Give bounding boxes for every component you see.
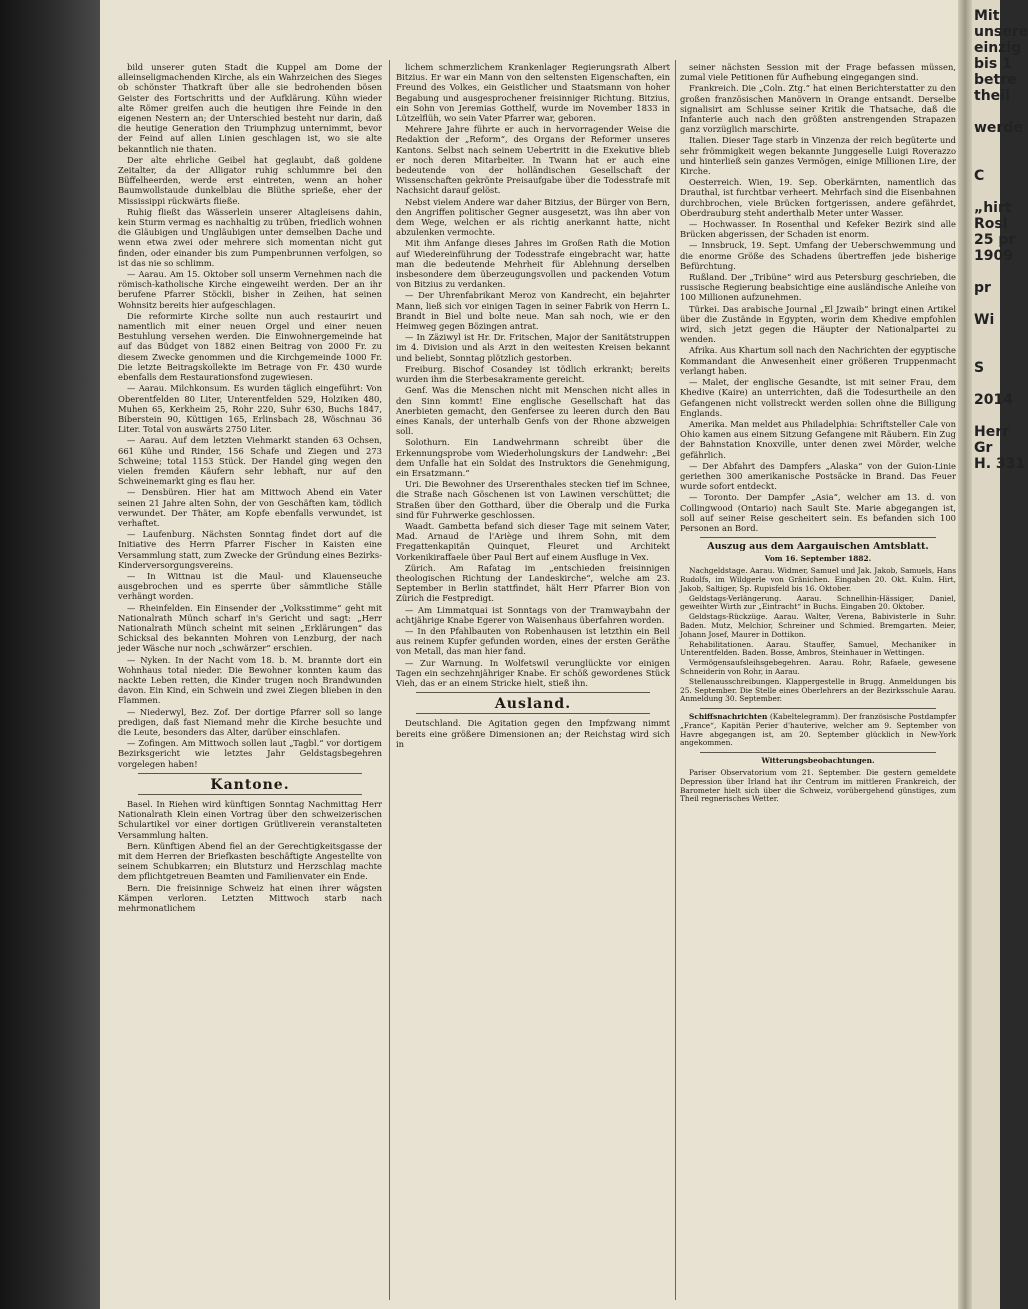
article-paragraph: — Am Limmatquai ist Sonntags von der Tramwaybahn der achtjährige Knabe Egerer von Waisenhaus überfahren worden. [396,604,670,625]
article-paragraph: Deutschland. Die Agitation gegen den Impfzwang nimmt bereits eine größere Dimensionen an; der Reichstag wird sich in [396,718,670,749]
fragment-line: bis 1 [974,56,1012,72]
fragment-text [972,0,1028,472]
amtsblatt-entries [680,567,956,704]
fragment-line: Herr [974,424,1010,440]
article-paragraph: Stellenausschreibungen. Klappergestelle in Brugg. Anmeldungen bis 25. September. Die Stelle eines Oberlehrers an der Bezirksschule Aarau. Anmeldung 30. September. [680,676,956,704]
article-paragraph: Bern. Die freisinnige Schweiz hat einen ihrer wägsten Kämpen verloren. Letzten Mittwoch starb nach mehrmonatlichem [118,882,382,914]
article-paragraph: Solothurn. Ein Landwehrmann schreibt über die Erkennungsprobe vom Wiederholungskurs der Landwehr: „Bei dem Unfalle hat ein Soldat des Instruktors die Genehmigung, ein Ersatzmann.“ [396,437,670,478]
fragment-line: theil [974,88,1010,104]
column-one [118,62,382,1297]
article-paragraph: — In Zäziwyl ist Hr. Dr. Fritschen, Major der Sanitätstruppen im 4. Division und als Arzt in den weitesten Kreisen bekannt und beliebt, Sonntag plötzlich gestorben. [396,332,670,363]
fragment-line: C [974,168,985,184]
divider [700,537,936,538]
witterung-heading: Witterungsbeobachtungen. [761,756,875,766]
fragment-line: werde [974,120,1023,136]
divider [416,713,650,714]
fragment-line [974,104,1000,120]
article-paragraph: — Niederwyl, Bez. Zof. Der dortige Pfarrer soll so lange predigen, daß fast Niemand mehr die Kirche besuchte und die Leute, besonders das Alter, darüber einschlafen. [118,706,382,737]
fragment-line: betre [974,72,1017,88]
article-paragraph: bild unserer guten Stadt die Kuppel am Dome der alleinseligmachenden Kirche, als ein Wahrzeichen des Sieges ob schönster Thatkraft über alle sie bedrohenden bösen Geister des Fortschritts und der Aufklärung. Kühn wieder alte Römer greifen auch die heutigen ihre Feinde in den eigenen Nestern an; der Unterschied besteht nur darin, daß die heutige Generation den Triumphzug unternimmt, bevor der Feind auf allen Linien geschlagen ist, wo sie alte bekanntlich nie thaten. [118,62,382,154]
page-gutter [958,0,972,1309]
fragment-line: 2014 [974,392,1013,408]
article-paragraph: Zürich. Am Rafatag im „entschieden freisinnigen theologischen Richtung der Landeskirche“, welche am 23. September in Berlin stattfindet, hält Herr Pfarrer Bion von Zürich die Festpredigt. [396,562,670,604]
article-paragraph: seiner nächsten Session mit der Frage befassen müssen, zumal viele Petitionen für Aufhebung eingegangen sind. [680,62,956,83]
fragment-line: Mit [974,8,1000,24]
column-one-articles [118,62,382,769]
fragment-line [974,328,1000,344]
article-paragraph: — Rheinfelden. Ein Einsender der „Volksstimme“ geht mit Nationalrath Münch scharf in's Gericht und sagt: „Herr Nationalrath Münch scheint mit seinen „Erklärungen“ das Schicksal des bekannten Mohren von Lenzburg, der nach jeder Wäsche nur noch „schwärzer“ erschien. [118,602,382,654]
fragment-line [974,408,1000,424]
fragment-line: S [974,360,985,376]
divider [416,692,650,693]
article-paragraph: Die reformirte Kirche sollte nun auch restaurirt und namentlich mit einer neuen Orgel und einer neuen Bestuhlung versehen werden. Die Einwohnergemeinde hat auf das Büdget von 1882 einen Beitrag von 2000 Fr. zu diesem Zwecke genommen und die Kirchgemeinde 1000 Fr. Die letzte Beitragskollekte im Betrage von Fr. 430 wurde ebenfalls dem Restaurationsfond zugewiesen. [118,310,382,383]
fragment-line: einzig [974,40,1022,56]
article-paragraph: Waadt. Gambetta befand sich dieser Tage mit seinem Vater, Mad. Arnaud de l'Ariège und ihrem Sohn, mit dem Fregattenkapitän Quinquet, Fleuret und Architekt Vorkenikiraffaele über Paul Bert auf einem Ausfluge in Vex. [396,520,670,562]
fragment-line: Rosl [974,216,1008,232]
article-paragraph: Geldstags-Verlängerung. Aarau. Schnellhin-Hässiger, Daniel, geweihter Wirth zur „Eintracht“ in Buchs. Eingaben 20. Oktober. [680,593,956,612]
divider [700,752,936,753]
column-rule [675,60,676,1300]
amtsblatt-date: Vom 16. September 1882. [764,554,872,564]
schiffs-text: (Kabeltelegramm). Der französische Postdampfer „France“, Kapitän Perier d'hauterive, welcher am 9. September von Havre abgegangen ist, am 20. September glücklich in New-York angekommen. [680,712,956,748]
divider [138,794,362,795]
article-paragraph: Genf. Was die Menschen nicht mit Menschen nicht alles in den Sinn kommt! Eine englische Gesellschaft hat das Anerbieten gemacht, den Genfersee zu leeren durch den Bau eines Kanals, der unterhalb Genfs von der Rhone abzweigen soll. [396,385,670,437]
column-three [680,62,956,1297]
article-paragraph: Geldstags-Rückzüge. Aarau. Walter, Verena, Babivisterle in Suhr. Baden. Mutz, Melchior, Schreiner und Schmied. Bremgarten. Meier, Johann Josef, Maurer in Dottikon. [680,612,956,639]
article-paragraph: — Nyken. In der Nacht vom 18. b. M. brannte dort ein Wohnhaus total nieder. Die Bewohner konnten kaum das nackte Leben retten, die Kinder trugen noch Brandwunden davon. Ein Kind, ein Schwein und zwei Ziegen blieben in den Flammen. [118,654,382,706]
fragment-line [974,344,1000,360]
section-heading-ausland: Ausland. [494,696,572,713]
article-paragraph: Der alte ehrliche Geibel hat geglaubt, daß goldene Zeitalter, da der Alligator ruhig schlummre bei den Büffelheerden, werde erst eintreten, wenn an hoher Baumwollstaude dunkelblau die Blüthe sprieße, eher der Mississippi rückwärts fließe. [118,154,382,206]
schiffs-heading: Schiffsnachrichten [689,712,768,722]
fragment-line: 25 pr [974,232,1016,248]
article-paragraph: Ruhig fließt das Wässerlein unserer Altagleisens dahin, kein Sturm vermag es nachhaltig zu trüben, friedlich wohnen die Gläubigen und Ungläubigen unter demselben Dache und wenn etwa zwei oder mehrere sich momentan nicht gut finden, oder einander bis zum Pumpenbrunnen verfolgen, so ist das nie so schlimm. [118,206,382,268]
article-paragraph: — Hochwasser. In Rosenthal und Kefeker Bezirk sind alle Brücken abgerissen, der Schaden ist enorm. [680,219,956,240]
article-paragraph: Amerika. Man meldet aus Philadelphia: Schriftsteller Cale von Ohio kamen aus einem Sitzung Gefangene mit Räubern. Ein Zug der Bahnstation Knoxville, unter denen zwei Mörder, welche gefährlich. [680,418,956,460]
column-two-articles [396,62,670,688]
article-paragraph: — Der Uhrenfabrikant Meroz von Kandrecht, ein bejahrter Mann, ließ sich vor einigen Tagen in seiner Fabrik von Herrn L. Brandt in Biel und bolte neue. Man sah noch, wie er den Heimweg gegen Bözingen antrat. [396,290,670,332]
article-paragraph: — In den Pfahlbauten von Robenhausen ist letzthin ein Beil aus reinem Kupfer gefunden worden, eines der ersten Geräthe von Metall, das man hier fand. [396,625,670,657]
fragment-line: H. 331 [974,456,1026,472]
amtsblatt-heading: Auszug aus dem Aargauischen Amtsblatt. [707,541,929,553]
article-paragraph: Rehabilitationen. Aarau. Stauffer, Samuel, Mechaniker in Unterentfelden. Baden. Bosse, Ambros, Steinhauer in Wettingen. [680,639,956,658]
article-paragraph: Mit ihm Anfange dieses Jahres im Großen Rath die Motion auf Wiedereinführung der Todesstrafe eingebracht war, hatte man die bedeutende Mehrheit für Ablehnung derselben insbesondere dem überzeugungsvollen und packenden Votum von Bitzius zu verdanken. [396,238,670,290]
fragment-line [974,296,1000,312]
fragment-line: 1909 [974,248,1013,264]
article-paragraph: — Densbüren. Hier hat am Mittwoch Abend ein Vater seinen 21 Jahre alten Sohn, der von Geschäften kam, tödlich verwundet. Der Thäter, am Kopfe ebenfalls verwundet, ist verhaftet. [118,487,382,528]
fragment-line: pr [974,280,991,296]
article-paragraph: Afrika. Aus Khartum soll nach den Nachrichten der egyptische Kommandant die Anwesenheit einer größeren Truppenmacht verlangt haben. [680,345,956,376]
article-paragraph: Uri. Die Bewohner des Urserenthales stecken tief im Schnee, die Straße nach Göschenen ist von Lawinen verschüttet; die Straßen über den Gotthard, über die Oberalp und die Furka sind für Fuhrwerke geschlossen. [396,479,670,520]
article-paragraph: Rußland. Der „Tribüne“ wird aus Petersburg geschrieben, die russische Regierung beabsichtige eine ausländische Anleihe von 100 Millionen aufzunehmen. [680,272,956,303]
article-paragraph: Vermögensaufsleihsgebegehren. Aarau. Rohr, Rafaele, gewesene Schneiderin von Rohr, in Aarau. [680,658,956,676]
article-paragraph: — Innsbruck, 19. Sept. Umfang der Ueberschwemmung und die enorme Größe des Schadens übertreffen jede bisherige Befürchtung. [680,240,956,271]
fragment-line [974,184,1000,200]
article-paragraph: Türkei. Das arabische Journal „El Jzwaib“ bringt einen Artikel über die Zustände in Egypten, worin dem Khedive empfohlen wird, sich jetzt gegen die Häupter der Nationalpartei zu wenden. [680,303,956,345]
article-paragraph: — Der Abfahrt des Dampfers „Alaska“ von der Guion-Linie geriethen 300 amerikanische Postsäcke in Brand. Das Feuer wurde sofort entdeckt. [680,460,956,492]
ausland-articles [396,718,670,749]
witterung-text: Pariser Observatorium vom 21. September. Die gestern gemeldete Depression über Irland hat ihr Centrum im mittleren Frankreich, der Barometer hielt sich über die Schweiz, vorübergehend günstiges, zum Theil regnerisches Wetter. [680,768,956,804]
adjacent-page-fragment [972,0,1028,1309]
article-paragraph: — Laufenburg. Nächsten Sonntag findet dort auf die Initiative des Herrn Pfarrer Fischer in Kaisten eine Versammlung statt, zum Zwecke der Gründung eines Bezirks-Kinderversorgungsvereins. [118,529,382,570]
column-three-articles [680,62,956,533]
article-paragraph: — Malet, der englische Gesandte, ist mit seiner Frau, dem Khedive (Kaire) an unterrichten, daß die Todesurtheile an den Gefangenen nicht vollstreckt werden sollen ohne die Billigung Englands. [680,377,956,418]
section-heading-kantone: Kantone. [210,776,290,793]
fragment-line [974,136,1000,152]
fragment-line [974,376,1000,392]
fragment-line: Wi [974,312,995,328]
article-paragraph: Mehrere Jahre führte er auch in hervorragender Weise die Redaktion der „Reform“, des Organs der Reformer unseres Kantons. Selbst nach seinem Uebertritt in die Exekutive blieb er noch deren Mitarbeiter. In Twann hat er auch eine bedeutende von der holländischen Gesellschaft der Wissenschaften gekrönte Preisaufgabe über die Todesstrafe mit Nachsicht darauf gelöst. [396,124,670,196]
article-paragraph: — Zofingen. Am Mittwoch sollen laut „Tagbl.“ vor dortigem Bezirksgericht wie letztes Jahr Geldstagsbegehren vorgelegen haben! [118,738,382,769]
article-paragraph: Nebst vielem Andere war daher Bitzius, der Bürger von Bern, den Angriffen politischer Gegner ausgesetzt, was ihn aber von dem Wege, welchen er als richtig anerkannt hatte, nicht abzulenken vermochte. [396,196,670,238]
fragment-line [974,152,1000,168]
article-paragraph: Freiburg. Bischof Cosandey ist tödlich erkrankt; bereits wurden ihm die Sterbesakramente gereicht. [396,363,670,385]
article-paragraph: Bern. Künftigen Abend fiel an der Gerechtigkeitsgasse der mit dem Herren der Briefkasten beschäftigte Angestellte von seinem Schubkarren; ein Blutsturz und Herzschlag machte dem pflichtgetreuen Beamten und Familienvater ein Ende. [118,840,382,882]
fragment-line: „hirt [974,200,1012,216]
article-paragraph: — In Wittnau ist die Maul- und Klauenseuche ausgebrochen und es sperrte über sämmtliche Ställe verhängt worden. [118,570,382,602]
schiffsnachrichten [680,713,956,748]
divider [700,708,936,709]
article-paragraph: — Aarau. Auf dem letzten Viehmarkt standen 63 Ochsen, 661 Kühe und Rinder, 156 Schafe und Ziegen und 273 Schweine; total 1153 Stück. Der Handel ging wegen den vielen fremden Käufern sehr lebhaft, nur auf den Schweinemarkt ging es flau her. [118,435,382,487]
article-paragraph: — Toronto. Der Dampfer „Asia“, welcher am 13. d. von Collingwood (Ontario) nach Sault Ste. Marie abgegangen ist, soll auf seiner Reise gescheitert sein. Es befanden sich 100 Personen an Bord. [680,492,956,533]
article-paragraph: — Zur Warnung. In Wolfetswil verunglückte vor einigen Tagen ein sechzehnjähriger Knabe. Er schöß gewordenes Stück Vieh, das er an einem Stricke hielt, stieß ihn. [396,657,670,688]
divider [138,773,362,774]
column-two [396,62,670,1297]
kantone-articles [118,799,382,913]
article-paragraph: Frankreich. Die „Coln. Ztg.“ hat einen Berichterstatter zu den großen französischen Manövern in Orange entsandt. Derselbe signalisirt am Schlusse seiner Kritik die Thatsache, daß die Infanterie auch nach den größten anstrengenden Strapazen ganz vorzüglich marschirte. [680,83,956,135]
article-paragraph: lichem schmerzlichem Krankenlager Regierungsrath Albert Bitzius. Er war ein Mann von den seltensten Eigenschaften, ein Freund des Volkes, ein Geistlicher und Staatsmann von hoher Begabung und ausgesprochener freisinniger Richtung. Bitzius, ein Sohn von Jeremias Gotthelf, wurde im November 1833 in Lützelflüh, wo sein Vater Pfarrer war, geboren. [396,62,670,124]
fragment-line: unsere [974,24,1028,40]
article-paragraph: — Aarau. Milchkonsum. Es wurden täglich eingeführt: Von Oberentfelden 80 Liter, Unterentfelden 529, Holziken 480, Muhen 65, Kerkheim 25, Rohr 220, Suhr 630, Buchs 1847, Biberstein 90, Küttigen 165, Erlinsbach 28, Wöschnau 36 Liter. Total von auswärts 2750 Liter. [118,383,382,435]
article-paragraph: Nachgeldstage. Aarau. Widmer, Samuel und Jak. Jakob, Samuels, Hans Rudolfs, im Wildgerle von Gränichen. Eingaben 20. Okt. Kulm. Hirt, Jakob, Saltiger, Sp. Rupisfeld bis 16. Oktober. [680,566,956,593]
fragment-line: Gr [974,440,993,456]
scan-background [0,0,100,1309]
column-rule [389,60,390,1300]
fragment-line [974,264,1000,280]
article-paragraph: Basel. In Riehen wird künftigen Sonntag Nachmittag Herr Nationalrath Klein einen Vortrag über den schweizerischen Schulartikel vor einer dortigen Grütliverein veranstalteten Versammlung halten. [118,799,382,840]
article-paragraph: Italien. Dieser Tage starb in Vinzenza der reich begüterte und sehr frömmigkeit wegen bekannte Junggeselle Luigi Roverazzo und hinterließ sein ganzes Vermögen, einige Millionen Lire, der Kirche. [680,135,956,177]
article-paragraph: Oesterreich. Wien, 19. Sep. Oberkärnten, namentlich das Drauthal, ist furchtbar verheert. Mehrfach sind die Eisenbahnen durchbrochen, viele Brücken fortgerissen, andere gefährdet, Oberdrauburg steht anderthalb Meter unter Wasser. [680,177,956,218]
article-paragraph: — Aarau. Am 15. Oktober soll unserm Vernehmen nach die römisch-katholische Kirche eingeweiht werden. Der an ihr berufene Pfarrer Stöckli, bisher in Zeihen, hat seinen Wohnsitz bereits hier aufgeschlagen. [118,269,382,310]
